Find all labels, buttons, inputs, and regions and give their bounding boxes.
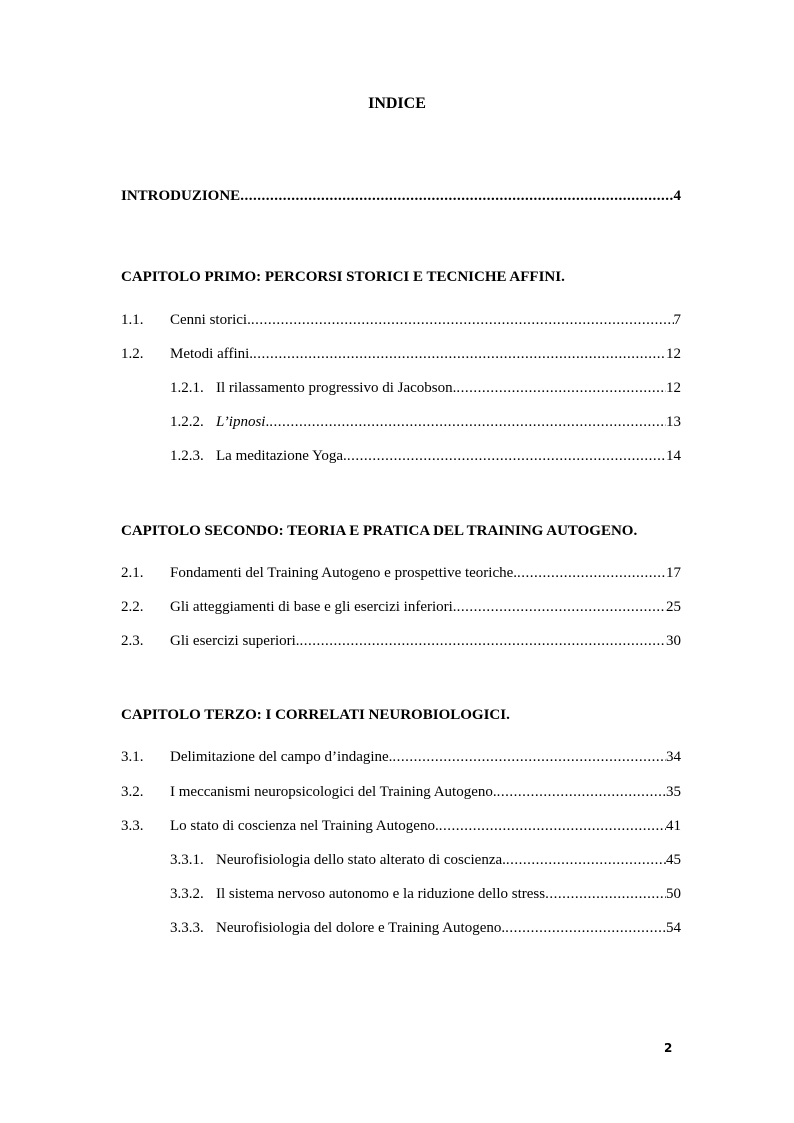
toc-entry-label: Metodi affini. [170, 346, 254, 362]
toc-entry-label: Il sistema nervoso autonomo e la riduzione dello stress [216, 886, 546, 902]
toc-entry-page: 12 [666, 380, 681, 396]
toc-entry [121, 598, 681, 616]
dot-leader [456, 379, 666, 397]
chapter-heading: CAPITOLO SECONDO: TEORIA E PRATICA DEL TRAINING AUTOGENO. [121, 523, 638, 539]
dot-leader [269, 413, 666, 431]
dot-leader [253, 345, 666, 363]
toc-entry-page: 41 [666, 818, 681, 834]
toc-entry-page: 12 [666, 346, 681, 362]
toc-entry-number: 1.2.2. [170, 414, 204, 430]
toc-entry [121, 783, 681, 801]
dot-leader [251, 311, 674, 329]
toc-entry [121, 748, 681, 766]
toc-subentry [170, 379, 681, 397]
dot-leader [545, 885, 666, 903]
dot-leader [347, 447, 666, 465]
toc-entry [121, 311, 681, 329]
toc-entry-number: 2.1. [121, 565, 144, 581]
toc-entry-page: 13 [666, 414, 681, 430]
chapter-heading: CAPITOLO PRIMO: PERCORSI STORICI E TECNICHE AFFINI. [121, 269, 565, 285]
dot-leader [439, 817, 666, 835]
toc-entry-label: Fondamenti del Training Autogeno e prospettive teoriche. [170, 565, 518, 581]
toc-subentry [170, 851, 681, 869]
toc-entry-page: 50 [666, 886, 681, 902]
toc-entry-number: 3.3. [121, 818, 144, 834]
toc-entry-page: 30 [666, 633, 681, 649]
dot-leader [392, 748, 666, 766]
toc-entry-page: 17 [666, 565, 681, 581]
toc-entry-label: Delimitazione del campo d’indagine. [170, 749, 393, 765]
toc-entry-number: 1.1. [121, 312, 144, 328]
toc-entry [121, 632, 681, 650]
toc-entry [121, 345, 681, 363]
toc-entry-label: L’ipnosi [216, 414, 266, 430]
dot-leader [497, 783, 666, 801]
toc-entry-number: 3.3.2. [170, 886, 204, 902]
toc-entry-page: 7 [673, 312, 681, 328]
toc-entry-label-suffix: . [265, 414, 270, 430]
toc-entry-label: Neurofisiologia dello stato alterato di coscienza. [216, 852, 506, 868]
toc-entry-number: 3.3.3. [170, 920, 204, 936]
toc-entry-label: Il rilassamento progressivo di Jacobson. [216, 380, 457, 396]
toc-entry-page: 54 [666, 920, 681, 936]
toc-entry-number: 1.2.3. [170, 448, 204, 464]
toc-subentry [170, 447, 681, 465]
toc-entry [121, 564, 681, 582]
page-title: INDICE [368, 95, 426, 112]
toc-entry-introduzione [121, 187, 681, 205]
page-number: 2 [664, 1041, 673, 1055]
toc-entry-label: Lo stato di coscienza nel Training Autogeno. [170, 818, 439, 834]
dot-leader [517, 564, 666, 582]
toc-entry-label: INTRODUZIONE [121, 188, 241, 204]
toc-entry-label: La meditazione Yoga. [216, 448, 347, 464]
toc-entry-number: 1.2. [121, 346, 144, 362]
chapter-heading: CAPITOLO TERZO: I CORRELATI NEUROBIOLOGICI. [121, 707, 510, 723]
toc-entry-page: 4 [673, 188, 681, 204]
toc-entry-label: Neurofisiologia del dolore e Training Autogeno. [216, 920, 506, 936]
toc-entry-number: 2.3. [121, 633, 144, 649]
toc-entry-number: 1.2.1. [170, 380, 204, 396]
toc-entry-page: 35 [666, 784, 681, 800]
toc-subentry [170, 885, 681, 903]
toc-entry-label: Gli esercizi superiori. [170, 633, 300, 649]
toc-entry-number: 2.2. [121, 599, 144, 615]
toc-entry-label: I meccanismi neuropsicologici del Training Autogeno. [170, 784, 497, 800]
dot-leader [240, 187, 673, 205]
toc-entry-label: Cenni storici. [170, 312, 251, 328]
dot-leader [506, 851, 666, 869]
dot-leader [505, 919, 666, 937]
dot-leader [457, 598, 666, 616]
dot-leader [300, 632, 666, 650]
toc-subentry [170, 919, 681, 937]
toc-entry [121, 817, 681, 835]
toc-entry-page: 45 [666, 852, 681, 868]
toc-entry-number: 3.1. [121, 749, 144, 765]
toc-entry-number: 3.2. [121, 784, 144, 800]
toc-entry-page: 25 [666, 599, 681, 615]
toc-entry-number: 3.3.1. [170, 852, 204, 868]
toc-entry-label: Gli atteggiamenti di base e gli esercizi inferiori. [170, 599, 457, 615]
toc-subentry [170, 413, 681, 431]
toc-entry-page: 14 [666, 448, 681, 464]
toc-entry-page: 34 [666, 749, 681, 765]
